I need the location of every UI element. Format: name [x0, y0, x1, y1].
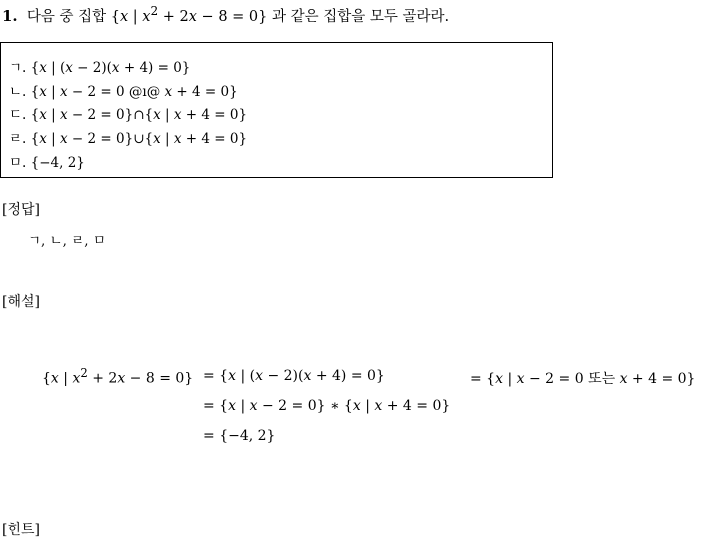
or-word: 또는 [588, 371, 616, 387]
problem-text-after: 과 같은 집합을 모두 골라라. [271, 8, 450, 25]
choice-4: ㄹ. {x | x − 2 = 0}∪{x | x + 4 = 0} [9, 131, 248, 147]
answer-heading: [정답] [2, 202, 40, 218]
choice-1: ㄱ. {x | (x − 2)(x + 4) = 0} [9, 60, 191, 76]
choice-label: ㄹ. [9, 131, 27, 147]
problem-statement [2, 4, 449, 26]
solution-step-3: = {x | x − 2 = 0} ∗ {x | x + 4 = 0} [203, 398, 451, 414]
solution-step-2: = {x | x − 2 = 0 또는 x + 4 = 0} [470, 371, 696, 387]
choice-label: ㄴ. [9, 84, 27, 100]
answer-text: ㄱ, ㄴ, ㄹ, ㅁ [28, 233, 106, 249]
question-number: 1. [2, 6, 18, 25]
hint-heading: [힌트] [2, 522, 40, 538]
choice-3: ㄷ. {x | x − 2 = 0}∩{x | x + 4 = 0} [9, 107, 248, 123]
solution-step-1: = {x | (x − 2)(x + 4) = 0} [203, 368, 385, 384]
problem-text-before: 다음 중 집합 [26, 8, 107, 25]
choice-set: {−4, 2} [30, 155, 85, 171]
solution-step-4: = {−4, 2} [203, 428, 276, 444]
choice-label: ㄷ. [9, 107, 27, 123]
operator-symbol: ∗ [329, 398, 340, 414]
garbled-text: @ı@ [128, 84, 161, 100]
choice-5 [9, 151, 85, 171]
solution-heading: [해설] [2, 294, 40, 310]
union-symbol: ∪ [133, 131, 145, 147]
choice-label: ㅁ. [9, 155, 27, 171]
solution-lhs: {x | $x^2 + 2x - 8 = 0$} [42, 366, 194, 387]
problem-set-expression: {x | $x^2 + 2x - 8 = 0$} [110, 4, 268, 25]
intersection-symbol: ∩ [133, 107, 145, 123]
choices-box [0, 42, 553, 178]
solution-result: {−4, 2} [219, 428, 276, 444]
choice-label: ㄱ. [9, 60, 27, 76]
choice-2: ㄴ. {x | x − 2 = 0 @ı@ x + 4 = 0} [9, 84, 238, 100]
